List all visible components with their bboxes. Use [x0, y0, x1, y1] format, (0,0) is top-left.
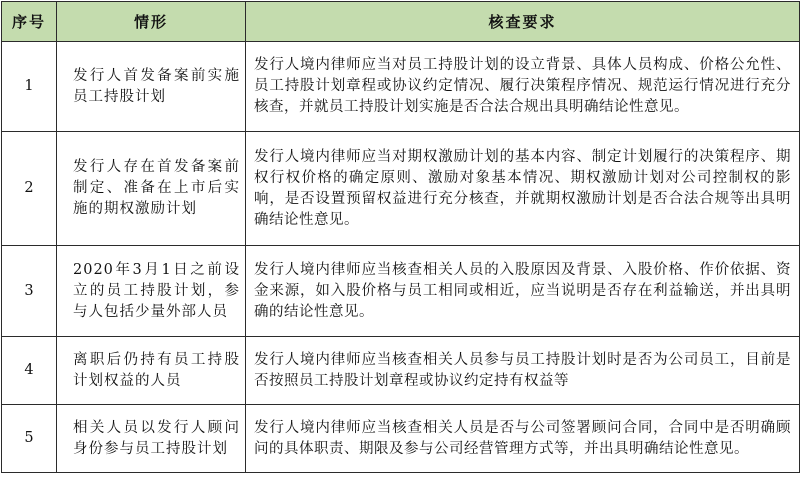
- row-requirement: 发行人境内律师应当对期权激励计划的基本内容、制定计划履行的决策程序、期权行权价格的确定原则、激励对象基本情况、期权激励计划对公司控制权的影响，是否设置预留权益进行充分核查，并就期权激励计划是否合法合规等出具明确结论性意见。: [246, 132, 800, 246]
- row-index: 5: [2, 405, 57, 473]
- table-row: [2, 405, 800, 473]
- row-index: 3: [2, 246, 57, 337]
- header-requirement: 核查要求: [246, 2, 800, 42]
- row-index: 1: [2, 42, 57, 132]
- row-index: 2: [2, 132, 57, 246]
- table-header-row: [2, 2, 800, 42]
- table-row: [2, 132, 800, 246]
- row-requirement: 发行人境内律师应当核查相关人员参与员工持股计划时是否为公司员工，目前是否按照员工持股计划章程或协议约定持有权益等: [246, 337, 800, 405]
- row-situation: 相关人员以发行人顾问身份参与员工持股计划: [57, 405, 246, 473]
- row-situation: 发行人存在首发备案前制定、准备在上市后实施的期权激励计划: [57, 132, 246, 246]
- verification-requirements-table: [1, 1, 800, 473]
- row-requirement: 发行人境内律师应当对员工持股计划的设立背景、具体人员构成、价格公允性、员工持股计划章程或协议约定情况、履行决策程序情况、规范运行情况进行充分核查，并就员工持股计划实施是否合法合规出具明确结论性意见。: [246, 42, 800, 132]
- row-situation: 离职后仍持有员工持股计划权益的人员: [57, 337, 246, 405]
- header-situation: 情形: [57, 2, 246, 42]
- table-row: [2, 246, 800, 337]
- table-row: [2, 337, 800, 405]
- row-situation: 发行人首发备案前实施员工持股计划: [57, 42, 246, 132]
- row-index: 4: [2, 337, 57, 405]
- row-situation: 2020年3月1日之前设立的员工持股计划，参与人包括少量外部人员: [57, 246, 246, 337]
- row-requirement: 发行人境内律师应当核查相关人员的入股原因及背景、入股价格、作价依据、资金来源，如入股价格与员工相同或相近，应当说明是否存在利益输送，并出具明确的结论性意见。: [246, 246, 800, 337]
- header-index: 序号: [2, 2, 57, 42]
- row-requirement: 发行人境内律师应当核查相关人员是否与公司签署顾问合同，合同中是否明确顾问的具体职责、期限及参与公司经营管理方式等，并出具明确结论性意见。: [246, 405, 800, 473]
- table-row: [2, 42, 800, 132]
